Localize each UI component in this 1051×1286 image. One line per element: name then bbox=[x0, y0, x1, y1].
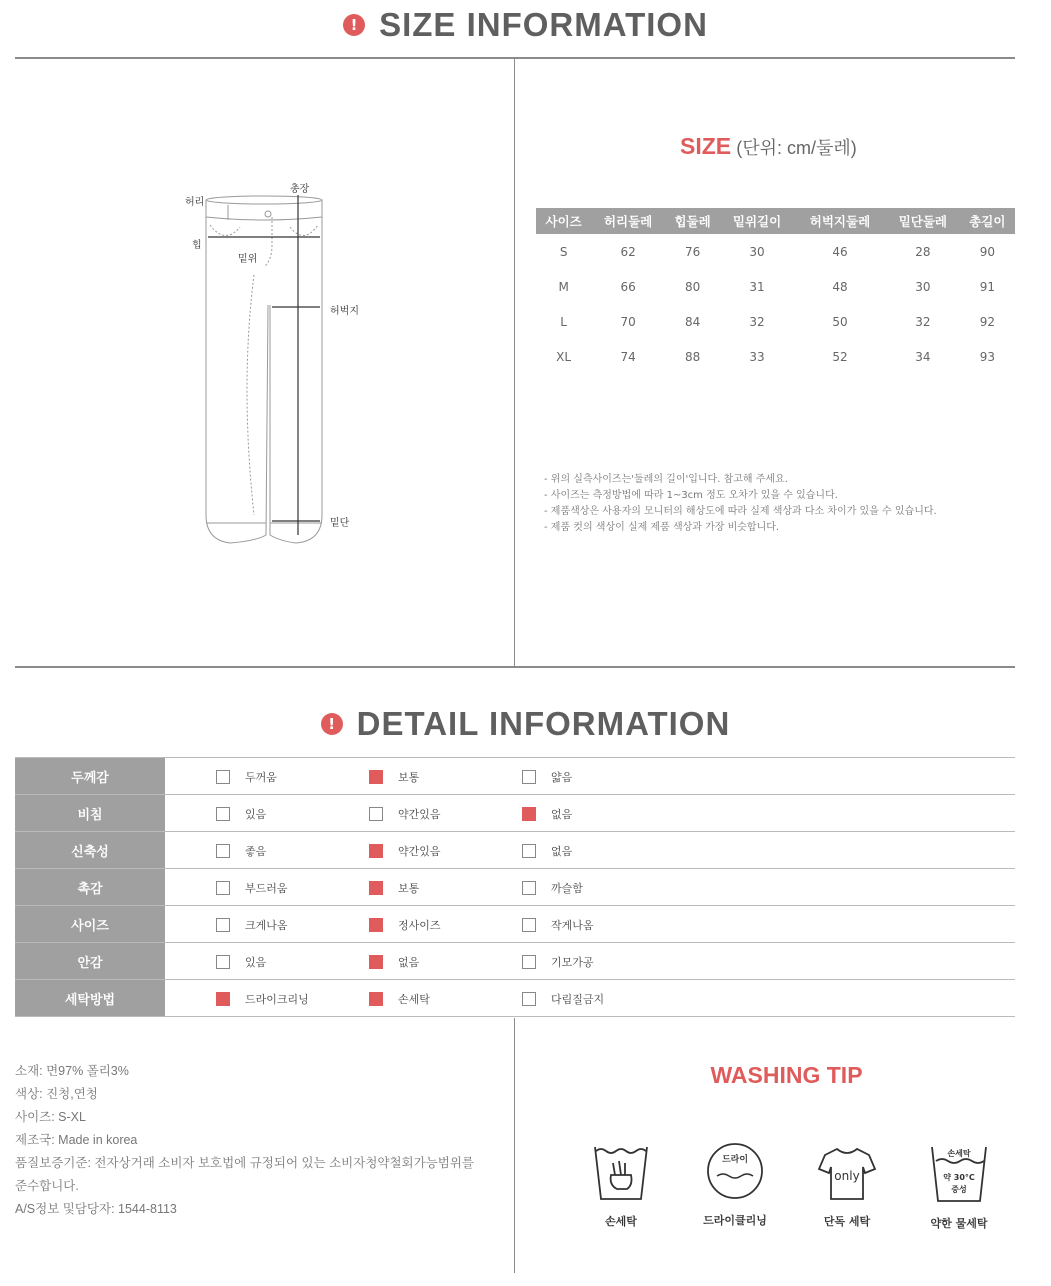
table-cell: 48 bbox=[832, 279, 848, 294]
detail-option bbox=[216, 880, 288, 896]
detail-option bbox=[522, 917, 594, 933]
spec-line: 소재: 면97% 폴리3% bbox=[15, 1064, 129, 1078]
detail-option bbox=[216, 806, 266, 822]
spec-line: 준수합니다. bbox=[15, 1179, 79, 1193]
detail-category: 신축성 bbox=[15, 832, 165, 868]
divider bbox=[514, 1018, 515, 1273]
table-cell: 34 bbox=[915, 349, 931, 364]
size-title-unit: (단위: cm/둘레) bbox=[736, 138, 857, 158]
option-label: 기모가공 bbox=[551, 956, 594, 969]
option-label: 있음 bbox=[245, 956, 267, 969]
detail-row bbox=[15, 980, 1015, 1017]
detail-option bbox=[216, 954, 266, 970]
header-cell: 밑단둘레 bbox=[886, 208, 960, 234]
detail-info-header bbox=[0, 704, 1051, 744]
pants-diagram bbox=[180, 185, 380, 555]
size-title-main: SIZE bbox=[680, 133, 732, 159]
divider bbox=[15, 57, 1015, 59]
unchecked-box-icon bbox=[216, 918, 230, 932]
table-row bbox=[536, 234, 1015, 269]
table-cell: 70 bbox=[620, 314, 636, 329]
table-cell: S bbox=[559, 244, 568, 259]
checked-box-icon bbox=[369, 955, 383, 969]
table-cell: 90 bbox=[979, 244, 995, 259]
unchecked-box-icon bbox=[522, 918, 536, 932]
header-cell: 총길이 bbox=[960, 208, 1015, 234]
detail-option bbox=[522, 954, 594, 970]
size-info-header bbox=[0, 5, 1051, 45]
unchecked-box-icon bbox=[522, 844, 536, 858]
table-cell: 31 bbox=[749, 279, 765, 294]
option-label: 작게나옴 bbox=[551, 919, 594, 932]
detail-row bbox=[15, 906, 1015, 943]
detail-table bbox=[15, 757, 1015, 1017]
only-text: only bbox=[834, 1169, 860, 1183]
table-cell: 52 bbox=[832, 349, 848, 364]
option-label: 없음 bbox=[398, 956, 420, 969]
divider bbox=[514, 58, 515, 668]
table-cell: M bbox=[558, 279, 569, 294]
option-label: 약간있음 bbox=[398, 808, 441, 821]
icon-caption: 드라이클리닝 bbox=[703, 1214, 767, 1227]
icon-caption: 손세탁 bbox=[605, 1215, 637, 1228]
label-length: 총장 bbox=[290, 184, 310, 195]
header-cell: 허벅지둘레 bbox=[794, 208, 886, 234]
size-notes bbox=[544, 472, 937, 536]
detail-info-title: DETAIL INFORMATION bbox=[356, 705, 731, 742]
table-cell: 46 bbox=[832, 244, 848, 259]
note-line: - 위의 실측사이즈는'둘레의 길이'입니다. 참고해 주세요. bbox=[544, 474, 788, 485]
dry-clean-icon bbox=[690, 1140, 780, 1228]
table-cell: 88 bbox=[684, 349, 701, 364]
detail-option bbox=[522, 880, 583, 896]
spec-line: A/S정보 및담당자: 1544-8113 bbox=[15, 1202, 177, 1216]
option-label: 있음 bbox=[245, 808, 267, 821]
table-cell: 76 bbox=[684, 244, 701, 259]
alert-icon: ! bbox=[343, 14, 365, 36]
detail-option bbox=[216, 843, 266, 859]
detail-option bbox=[369, 917, 441, 933]
table-cell: 80 bbox=[684, 279, 701, 294]
option-label: 드라이크리닝 bbox=[245, 993, 309, 1006]
unchecked-box-icon bbox=[522, 770, 536, 784]
checked-box-icon bbox=[369, 770, 383, 784]
checked-box-icon bbox=[522, 807, 536, 821]
detail-row bbox=[15, 832, 1015, 869]
detail-option bbox=[369, 843, 441, 859]
option-label: 다림질금지 bbox=[551, 993, 605, 1006]
dry-clean-text: 드라이 bbox=[721, 1155, 749, 1165]
option-label: 크게나옴 bbox=[245, 919, 288, 932]
table-cell: 74 bbox=[620, 349, 636, 364]
table-cell: 92 bbox=[979, 314, 995, 329]
unchecked-box-icon bbox=[522, 881, 536, 895]
detail-option bbox=[522, 769, 572, 785]
label-hip: 힙 bbox=[192, 240, 202, 251]
detail-option bbox=[369, 991, 430, 1007]
option-label: 약간있음 bbox=[398, 845, 441, 858]
checked-box-icon bbox=[369, 918, 383, 932]
note-line: - 제품 컷의 색상이 실제 제품 색상과 가장 비슷합니다. bbox=[544, 522, 780, 533]
table-cell: L bbox=[560, 314, 567, 329]
table-cell: XL bbox=[556, 349, 572, 364]
note-line: - 제품색상은 사용자의 모니터의 해상도에 따라 실제 색상과 다소 차이가 있을 수 있습니다. bbox=[544, 506, 937, 517]
table-cell: 32 bbox=[749, 314, 765, 329]
table-row bbox=[536, 339, 1015, 374]
table-cell: 50 bbox=[832, 314, 848, 329]
alert-icon: ! bbox=[321, 713, 343, 735]
detail-option bbox=[522, 991, 604, 1007]
size-info-title: SIZE INFORMATION bbox=[379, 6, 708, 43]
option-label: 까슬함 bbox=[551, 882, 583, 895]
gentle-water-wash-icon-graphic bbox=[928, 1145, 990, 1205]
option-label: 얇음 bbox=[551, 771, 573, 784]
temperature-text: 약 30°C bbox=[943, 1173, 975, 1182]
detail-option bbox=[522, 806, 572, 822]
detail-row bbox=[15, 795, 1015, 832]
option-label: 정사이즈 bbox=[398, 919, 441, 932]
option-label: 없음 bbox=[551, 845, 573, 858]
size-table-header bbox=[536, 208, 1015, 234]
detail-option bbox=[369, 954, 419, 970]
washing-tip-title: WASHING TIP bbox=[710, 1062, 863, 1088]
detail-category: 비침 bbox=[15, 795, 165, 831]
icon-caption: 약한 물세탁 bbox=[930, 1217, 988, 1230]
table-cell: 91 bbox=[979, 279, 995, 294]
table-cell: 62 bbox=[620, 244, 636, 259]
table-cell: 30 bbox=[749, 244, 765, 259]
checked-box-icon bbox=[369, 844, 383, 858]
table-cell: 28 bbox=[915, 244, 931, 259]
divider bbox=[15, 666, 1015, 668]
unchecked-box-icon bbox=[522, 955, 536, 969]
label-waist: 허리 bbox=[185, 197, 205, 208]
table-cell: 30 bbox=[915, 279, 931, 294]
label-rise: 밑위 bbox=[238, 254, 258, 265]
option-label: 좋음 bbox=[245, 845, 267, 858]
header-cell: 힙둘레 bbox=[665, 208, 720, 234]
option-label: 없음 bbox=[551, 808, 573, 821]
icon-caption: 단독 세탁 bbox=[823, 1215, 871, 1228]
detail-category: 두께감 bbox=[15, 758, 165, 794]
unchecked-box-icon bbox=[216, 844, 230, 858]
gentle-water-wash-icon bbox=[914, 1145, 1004, 1231]
size-title bbox=[680, 133, 857, 160]
detail-option bbox=[522, 843, 572, 859]
unchecked-box-icon bbox=[216, 770, 230, 784]
wash-separately-icon bbox=[802, 1145, 892, 1229]
option-label: 두꺼움 bbox=[245, 771, 277, 784]
neutral-text: 중성 bbox=[951, 1185, 967, 1194]
detail-option bbox=[216, 991, 309, 1007]
checked-box-icon bbox=[369, 881, 383, 895]
label-thigh: 허벅지 bbox=[330, 306, 359, 317]
checked-box-icon bbox=[369, 992, 383, 1006]
detail-option bbox=[216, 917, 288, 933]
unchecked-box-icon bbox=[522, 992, 536, 1006]
detail-category: 촉감 bbox=[15, 869, 165, 905]
detail-category: 세탁방법 bbox=[15, 980, 165, 1016]
hand-wash-icon bbox=[576, 1145, 666, 1229]
spec-line: 색상: 진청,연청 bbox=[15, 1087, 98, 1101]
dry-clean-icon-graphic bbox=[705, 1140, 765, 1202]
hand-wash-icon-graphic bbox=[591, 1145, 651, 1203]
detail-option bbox=[369, 880, 419, 896]
detail-row bbox=[15, 869, 1015, 906]
detail-option bbox=[216, 769, 277, 785]
header-cell: 밑위길이 bbox=[720, 208, 794, 234]
note-line: - 사이즈는 측정방법에 따라 1~3cm 정도 오차가 있을 수 있습니다. bbox=[544, 490, 838, 501]
table-cell: 66 bbox=[620, 279, 636, 294]
option-label: 손세탁 bbox=[398, 993, 430, 1006]
detail-row bbox=[15, 758, 1015, 795]
detail-option bbox=[369, 769, 419, 785]
detail-category: 사이즈 bbox=[15, 906, 165, 942]
checked-box-icon bbox=[216, 992, 230, 1006]
spec-line: 제조국: Made in korea bbox=[15, 1133, 138, 1147]
product-specs bbox=[15, 1060, 510, 1221]
header-cell: 허리둘레 bbox=[591, 208, 665, 234]
label-hem: 밑단 bbox=[330, 518, 350, 529]
detail-row bbox=[15, 943, 1015, 980]
table-row bbox=[536, 304, 1015, 339]
unchecked-box-icon bbox=[216, 955, 230, 969]
unchecked-box-icon bbox=[216, 807, 230, 821]
spec-line: 사이즈: S-XL bbox=[15, 1110, 86, 1124]
detail-option bbox=[369, 806, 441, 822]
table-cell: 93 bbox=[979, 349, 995, 364]
hand-wash-text: 손세탁 bbox=[947, 1149, 971, 1158]
option-label: 보통 bbox=[398, 882, 420, 895]
table-cell: 32 bbox=[915, 314, 931, 329]
wash-separately-icon-graphic bbox=[817, 1145, 877, 1203]
detail-category: 안감 bbox=[15, 943, 165, 979]
option-label: 부드러움 bbox=[245, 882, 288, 895]
option-label: 보통 bbox=[398, 771, 420, 784]
size-table bbox=[536, 208, 1015, 374]
header-cell: 사이즈 bbox=[536, 208, 591, 234]
spec-line: 품질보증기준: 전자상거래 소비자 보호법에 규정되어 있는 소비자청약철회가능범위를 bbox=[15, 1156, 475, 1170]
table-cell: 84 bbox=[684, 314, 701, 329]
table-cell: 33 bbox=[749, 349, 765, 364]
unchecked-box-icon bbox=[216, 881, 230, 895]
table-row bbox=[536, 269, 1015, 304]
unchecked-box-icon bbox=[369, 807, 383, 821]
